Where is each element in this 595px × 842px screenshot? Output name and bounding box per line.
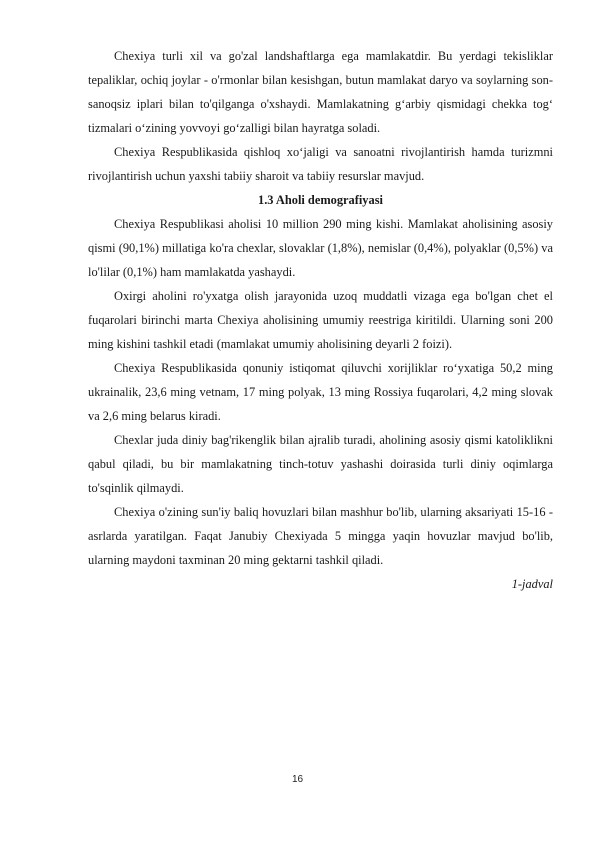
paragraph-resources: Chexiya Respublikasida qishloq xo‘jaligi va sanoatni rivojlantirish hamda turizmni rivojlantirish uchun yaxshi tabiiy sharoit va tabiiy resurslar mavjud.	[88, 145, 553, 183]
table-reference: 1-jadval	[511, 577, 553, 591]
document-page	[88, 44, 553, 596]
paragraph-foreigners: Chexiya Respublikasida qonuniy istiqomat qiluvchi xorijliklar ro‘yxatiga 50,2 ming ukrainalik, 23,6 ming vetnam, 17 ming polyak, 13 ming Rossiya fuqarolari, 4,2 ming slovak va 2,6 ming belarus kiradi.	[88, 361, 553, 423]
paragraph-census: Oxirgi aholini ro'yxatga olish jarayonida uzoq muddatli vizaga ega bo'lgan chet el fuqarolari birinchi marta Chexiya aholisining umumiy reestriga kiritildi. Ularning soni 200 ming kishini tashkil etadi (mamlakat umumiy aholisining deyarli 2 foizi).	[88, 289, 553, 351]
paragraph-fish-ponds: Chexiya o'zining sun'iy baliq hovuzlari bilan mashhur bo'lib, ularning aksariyati 15-16 - asrlarda yaratilgan. Faqat Janubiy Chexiyada 5 mingga yaqin hovuzlar mavjud bo'lib, ularning maydoni taxminan 20 ming gektarni tashkil qiladi.	[88, 505, 553, 567]
page-number: 16	[291, 774, 304, 785]
paragraph-religion: Chexlar juda diniy bag'rikenglik bilan ajralib turadi, aholining asosiy qismi katoliklikni qabul qiladi, bu bir mamlakatning tinch-totuv yashashi doirasida turli diniy oqimlarga to'sqinlik qilmaydi.	[88, 433, 553, 495]
section-heading: 1.3 Aholi demografiyasi	[258, 193, 383, 207]
paragraph-landscape: Chexiya turli xil va go'zal landshaftlarga ega mamlakatdir. Bu yerdagi tekisliklar tepaliklar, ochiq joylar - o'rmonlar bilan kesishgan, butun mamlakat daryo va soylarning son-sanoqsiz iplari bilan to'qilganga o'xshaydi. Mamlakatning g‘arbiy qismidagi chekka tog‘ tizmalari o‘zining yovvoyi go‘zalligi bilan hayratga soladi.	[88, 49, 553, 135]
paragraph-population: Chexiya Respublikasi aholisi 10 million 290 ming kishi. Mamlakat aholisining asosiy qismi (90,1%) millatiga ko'ra chexlar, slovaklar (1,8%), nemislar (0,4%), polyaklar (0,5%) va lo'lilar (0,1%) ham mamlakatda yashaydi.	[88, 217, 553, 279]
